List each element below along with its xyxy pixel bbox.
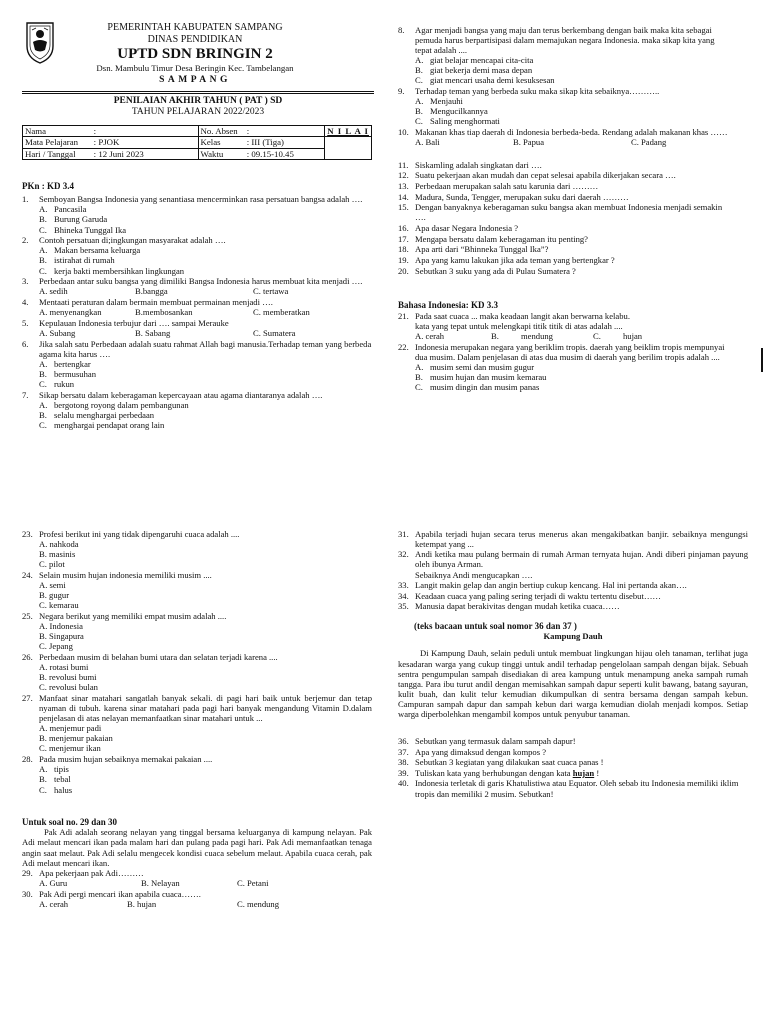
question-15: 15. Dengan banyaknya keberagaman suku bangsa akan membuat Indonesia menjadi semakin …. [398, 202, 723, 223]
regency-emblem-logo [24, 20, 56, 64]
question-24: 24. Selain musim hujan indonesia memiliki musim .... [22, 569, 212, 580]
exam-title: PENILAIAN AKHIR TAHUN ( PAT ) SD [113, 96, 283, 106]
options-4: A. menyenangkan B.membosankan C. memberatkan [39, 307, 310, 318]
option-2b: B. istirahat di rumah [39, 255, 115, 266]
question-34: 34. Keadaan cuaca yang paling sering terjadi di waktu tertentu disebut…… [398, 590, 662, 601]
option-2c: C. kerja bakti membersihkan lingkungan [39, 265, 185, 276]
option-7a: A. bergotong royong dalam pembangunan [39, 399, 189, 410]
option-8c: C. giat mencari usaha demi kesuksesan [415, 75, 555, 86]
option-23b: B. masinis [39, 548, 76, 559]
option-26a: A. rotasi bumi [39, 661, 89, 672]
student-info-table [22, 125, 372, 160]
question-32: 32. Andi ketika mau pulang bermain di rumah Arman ternyata hujan. Andi diberi pinjaman payung oleh ibunya Arman. [398, 549, 748, 570]
story-29-30: Pak Adi adalah seorang nelayan yang tinggal bersama keluarganya di kampung nelayan. Pak Adi melaut mencari ikan pada malam hari dan pulang pada pagi hari. Pak Adi memanfaatkan tenaga angin saat melaut. Pak Adi selalu mengecek kondisi cuaca sebelum melaut. Apabila cuaca cerah, pak Adi melaut mencari ikan. [22, 827, 372, 868]
option-23c: C. pilot [39, 558, 65, 569]
question-18: 18. Apa arti dari “Bhinneka Tunggal Ika”? [398, 244, 549, 255]
nama-label: Nama [23, 126, 92, 137]
question-12: 12. Suatu pekerjaan akan mudah dan cepat selesai apabila dikerjakan secara …. [398, 170, 676, 181]
government-name: PEMERINTAH KABUPATEN SAMPANG [107, 22, 283, 33]
question-11: 11. Siskamling adalah singkatan dari …. [398, 159, 542, 170]
question-38: 38. Sebutkan 3 kegiatan yang dilakukan saat cuaca panas ! [398, 757, 604, 768]
option-26c: C. revolusi bulan [39, 682, 98, 693]
options-29: A. Guru B. Nelayan C. Petani [39, 878, 269, 889]
question-4: 4. Mentaati peraturan dalam bermain membuat permainan menjadi …. [22, 297, 273, 308]
question-28: 28. Pada musim hujan sebaiknya memakai pakaian .... [22, 754, 213, 765]
absen-value: : [245, 126, 325, 137]
exam-year: TAHUN PELAJARAN 2022/2023 [131, 107, 265, 118]
question-20: 20. Sebutkan 3 suku yang ada di Pulau Sumatera ? [398, 265, 576, 276]
school-city: SAMPANG [159, 74, 231, 85]
kelas-value: : III (Tiga) [245, 137, 325, 148]
options-21: A. cerah B. mendung C. hujan [415, 331, 643, 342]
option-23a: A. nahkoda [39, 538, 79, 549]
question-25: 25. Negara berikut yang memiliki empat musim adalah .... [22, 610, 227, 621]
option-7c: C. menghargai pendapat orang lain [39, 420, 165, 431]
option-9a: A. Menjauhi [415, 95, 463, 106]
mapel-value: : PJOK [92, 137, 198, 148]
header-rule-thin [22, 93, 374, 94]
question-36: 36. Sebutkan yang termasuk dalam sampah dapur! [398, 735, 576, 746]
question-35: 35. Manusia dapat berakivitas dengan mudah ketika cuaca…… [398, 601, 620, 612]
question-22: 22. Indonesia merupakan negara yang beriklim tropis. daerah yang beiklim tropis mempunyai dua musim. Dalam penjelasan di atas dua musim di daerah yang berilim tropis adalah .... [398, 341, 725, 362]
option-7b: B. selalu menghargai perbedaan [39, 410, 155, 421]
question-7: 7. Sikap bersatu dalam keberagaman kepercayaan atau agama diantaranya adalah …. [22, 389, 323, 400]
waktu-value: : 09.15-10.45 [245, 148, 325, 159]
school-name: UPTD SDN BRINGIN 2 [117, 46, 273, 62]
column-right-bottom [398, 528, 748, 799]
question-31: 31. Apabila terjadi hujan secara terus menerus akan mengakibatkan banjir. sebaiknya mengungsi ketempat yang ... [398, 528, 748, 549]
page-edge-marker [761, 348, 763, 372]
keyword-hujan: hujan [572, 767, 595, 778]
reading-passage: Di Kampung Dauh, selain peduli untuk membuat lingkungan hijau oleh tanaman, terlihat juga kesadaran warga yang cukup tinggi untuk andil terhadap pengelolaan sampah dengan bijak. Sebuah sentra pengumpulan sampah disediakan di area kampung untuk menampung aneka sampah rumah tangga. Para ibu turut andil dengan memisahkan sampah dapur seperti kulit bawang, batang sayuran, kulit buah, dan kulit telur kemudian dikumpulkan di sentra bersama dengan sampah kebun. Campuran sampah dapur dan sampah kebun dari warga kemudian diolah menjadi kompos. Setiap warga diperbolehkan mengambil kompos untuk penyubur tanaman. [398, 648, 748, 720]
header-rule [22, 91, 374, 92]
option-9c: C. Saling menghormati [415, 116, 500, 127]
nama-value: : [92, 126, 198, 137]
options-10: A. Bali B. Papua C. Padang [415, 137, 667, 148]
question-29: 29. Apa pekerjaan pak Adi……… [22, 868, 144, 879]
nilai-label: N I L A I [325, 126, 372, 137]
option-6c: C. rukun [39, 379, 75, 390]
question-1: 1. Semboyan Bangsa Indonesia yang senantiasa mencerminkan rasa persatuan bangsa adalah …. [22, 194, 363, 205]
section-soal-29-30-heading: Untuk soal no. 29 dan 30 [22, 816, 118, 827]
option-22b: B. musim hujan dan musim kemarau [415, 372, 547, 383]
question-40: 40. Indonesia terletak di garis Khatulistiwa atau Equator. Oleh sebab itu Indonesia memiliki iklim tropis dan memiliki 2 musim. Sebutkan! [398, 778, 739, 799]
option-28a: A. tipis [39, 764, 69, 775]
question-14: 14. Madura, Sunda, Tengger, merupakan suku dari daerah ……… [398, 191, 629, 202]
question-27: 27. Manfaat sinar matahari sangatlah banyak sekali. di pagi hari baik untuk berjemur dan tetap nyaman di tubuh. karena sinar matahari pada pagi hari banyak mengandung Vitamin D.dalam penjelasan di atas nelayan memanfaatkan sinar matahari untuk ... [22, 692, 372, 724]
hari-value: : 12 Juni 2023 [92, 148, 198, 159]
school-address: Dsn. Mambulu Timur Desa Beringin Kec. Tambelangan [96, 63, 294, 73]
question-2: 2. Contoh persatuan di;ingkungan masyarakat adalah …. [22, 235, 226, 246]
option-24b: B. gugur [39, 589, 70, 600]
option-6a: A. bertengkar [39, 358, 91, 369]
reading-intro: (teks bacaan untuk soal nomor 36 dan 37 ) [414, 620, 577, 631]
question-21-line2: kata yang tepat untuk melengkapi titik titik di atas adalah .... [415, 320, 623, 331]
option-25a: A. Indonesia [39, 620, 83, 631]
hari-label: Hari / Tanggal [23, 148, 92, 159]
option-1a: A. Pancasila [39, 204, 87, 215]
question-17: 17. Mengapa bersatu dalam keberagaman itu penting? [398, 233, 588, 244]
question-21: 21. Pada saat cuaca ... maka keadaan langit akan berwarna kelabu. [398, 310, 630, 321]
reading-title: Kampung Dauh [543, 631, 603, 642]
option-8b: B. giat bekerja demi masa depan [415, 65, 533, 76]
option-9b: B. Mengucilkannya [415, 106, 488, 117]
exam-title-block [22, 96, 374, 118]
option-27c: C. menjemur ikan [39, 743, 101, 754]
question-32-line2: Sebaiknya Andi mengucapkan …. [415, 569, 533, 580]
option-27a: A. menjemur padi [39, 723, 102, 734]
option-27b: B. menjemur pakaian [39, 733, 113, 744]
options-5: A. Subang B. Sabang C. Sumatera [39, 327, 296, 338]
question-8: 8. Agar menjadi bangsa yang maju dan terus berkembang dengan baik maka kita sebagai pemuda harus berpartisipasi dalam memajukan negara Indonesia. maka sikap kita yang tepat adalah .... [398, 24, 715, 55]
question-30: 30. Pak Adi pergi mencari ikan apabila cuaca……. [22, 889, 201, 900]
question-23: 23. Profesi berikut ini yang tidak dipengaruhi cuaca adalah .... [22, 528, 240, 539]
section-bindo-heading: Bahasa Indonesia: KD 3.3 [398, 299, 499, 310]
option-22a: A. musim semi dan musim gugur [415, 362, 535, 373]
waktu-label: Waktu [198, 148, 245, 159]
absen-label: No. Absen [198, 126, 245, 137]
mapel-label: Mata Pelajaran [23, 137, 92, 148]
option-28b: B. tebal [39, 774, 71, 785]
option-8a: A. giat belajar mencapai cita-cita [415, 54, 534, 65]
question-9: 9. Terhadap teman yang berbeda suku maka sikap kita sebaiknya……….. [398, 85, 660, 96]
option-6b: B. bermusuhan [39, 369, 97, 379]
options-3: A. sedih B.bangga C. tertawa [39, 286, 289, 297]
option-25b: B. Singapura [39, 630, 84, 641]
option-22c: C. musim dingin dan musim panas [415, 382, 540, 393]
question-13: 13. Perbedaan merupakan salah satu karunia dari ……… [398, 180, 599, 191]
letterhead [80, 22, 310, 86]
question-16: 16. Apa dasar Negara Indonesia ? [398, 223, 519, 234]
question-3: 3. Perbedaan antar suku bangsa yang dimiliki Bangsa Indonesia harus membuat kita menjadi …. [22, 276, 363, 287]
department-name: DINAS PENDIDIKAN [147, 33, 243, 45]
option-1c: C. Bhineka Tunggal Ika [39, 224, 127, 235]
question-6: 6. Jika salah satu Perbedaan adalah suatu rahmat Allah bagi manusia.Terhadap teman yang berbeda agama kita harus …. [22, 338, 372, 359]
option-26b: B. revolusi bumi [39, 671, 97, 682]
question-10: 10. Makanan khas tiap daerah di Indonesia berbeda-beda. Rendang adalah makanan khas …… [398, 126, 728, 137]
kelas-label: Kelas [198, 137, 245, 148]
option-28c: C. halus [39, 784, 73, 795]
option-25c: C. Jepang [39, 641, 73, 652]
question-26: 26. Perbedaan musim di belahan bumi utara dan selatan terjadi karena .... [22, 651, 278, 662]
question-33: 33. Langit makin gelap dan angin bertiup cukup kencang. Hal ini pertanda akan…. [398, 580, 687, 591]
nilai-box[interactable] [325, 137, 372, 160]
options-30: A. cerah B. hujan C. mendung [39, 899, 280, 910]
option-24c: C. kemarau [39, 599, 79, 610]
question-39: 39. Tuliskan kata yang berhubungan dengan kata hujan ! [398, 767, 600, 778]
question-37: 37. Apa yang dimaksud dengan kompos ? [398, 746, 547, 757]
section-pkn-heading: PKn : KD 3.4 [22, 181, 75, 191]
question-5: 5. Kepulauan Indonesia terbujur dari …. sampai Merauke [22, 317, 229, 328]
column-left-top [22, 181, 372, 430]
option-2a: A. Makan bersama keluarga [39, 245, 141, 256]
option-1b: B. Burung Garuda [39, 214, 108, 225]
question-19: 19. Apa yang kamu lakukan jika ada teman yang bertengkar ? [398, 254, 615, 265]
column-right-top [398, 24, 730, 392]
option-24a: A. semi [39, 579, 66, 590]
column-left-bottom [22, 528, 372, 909]
